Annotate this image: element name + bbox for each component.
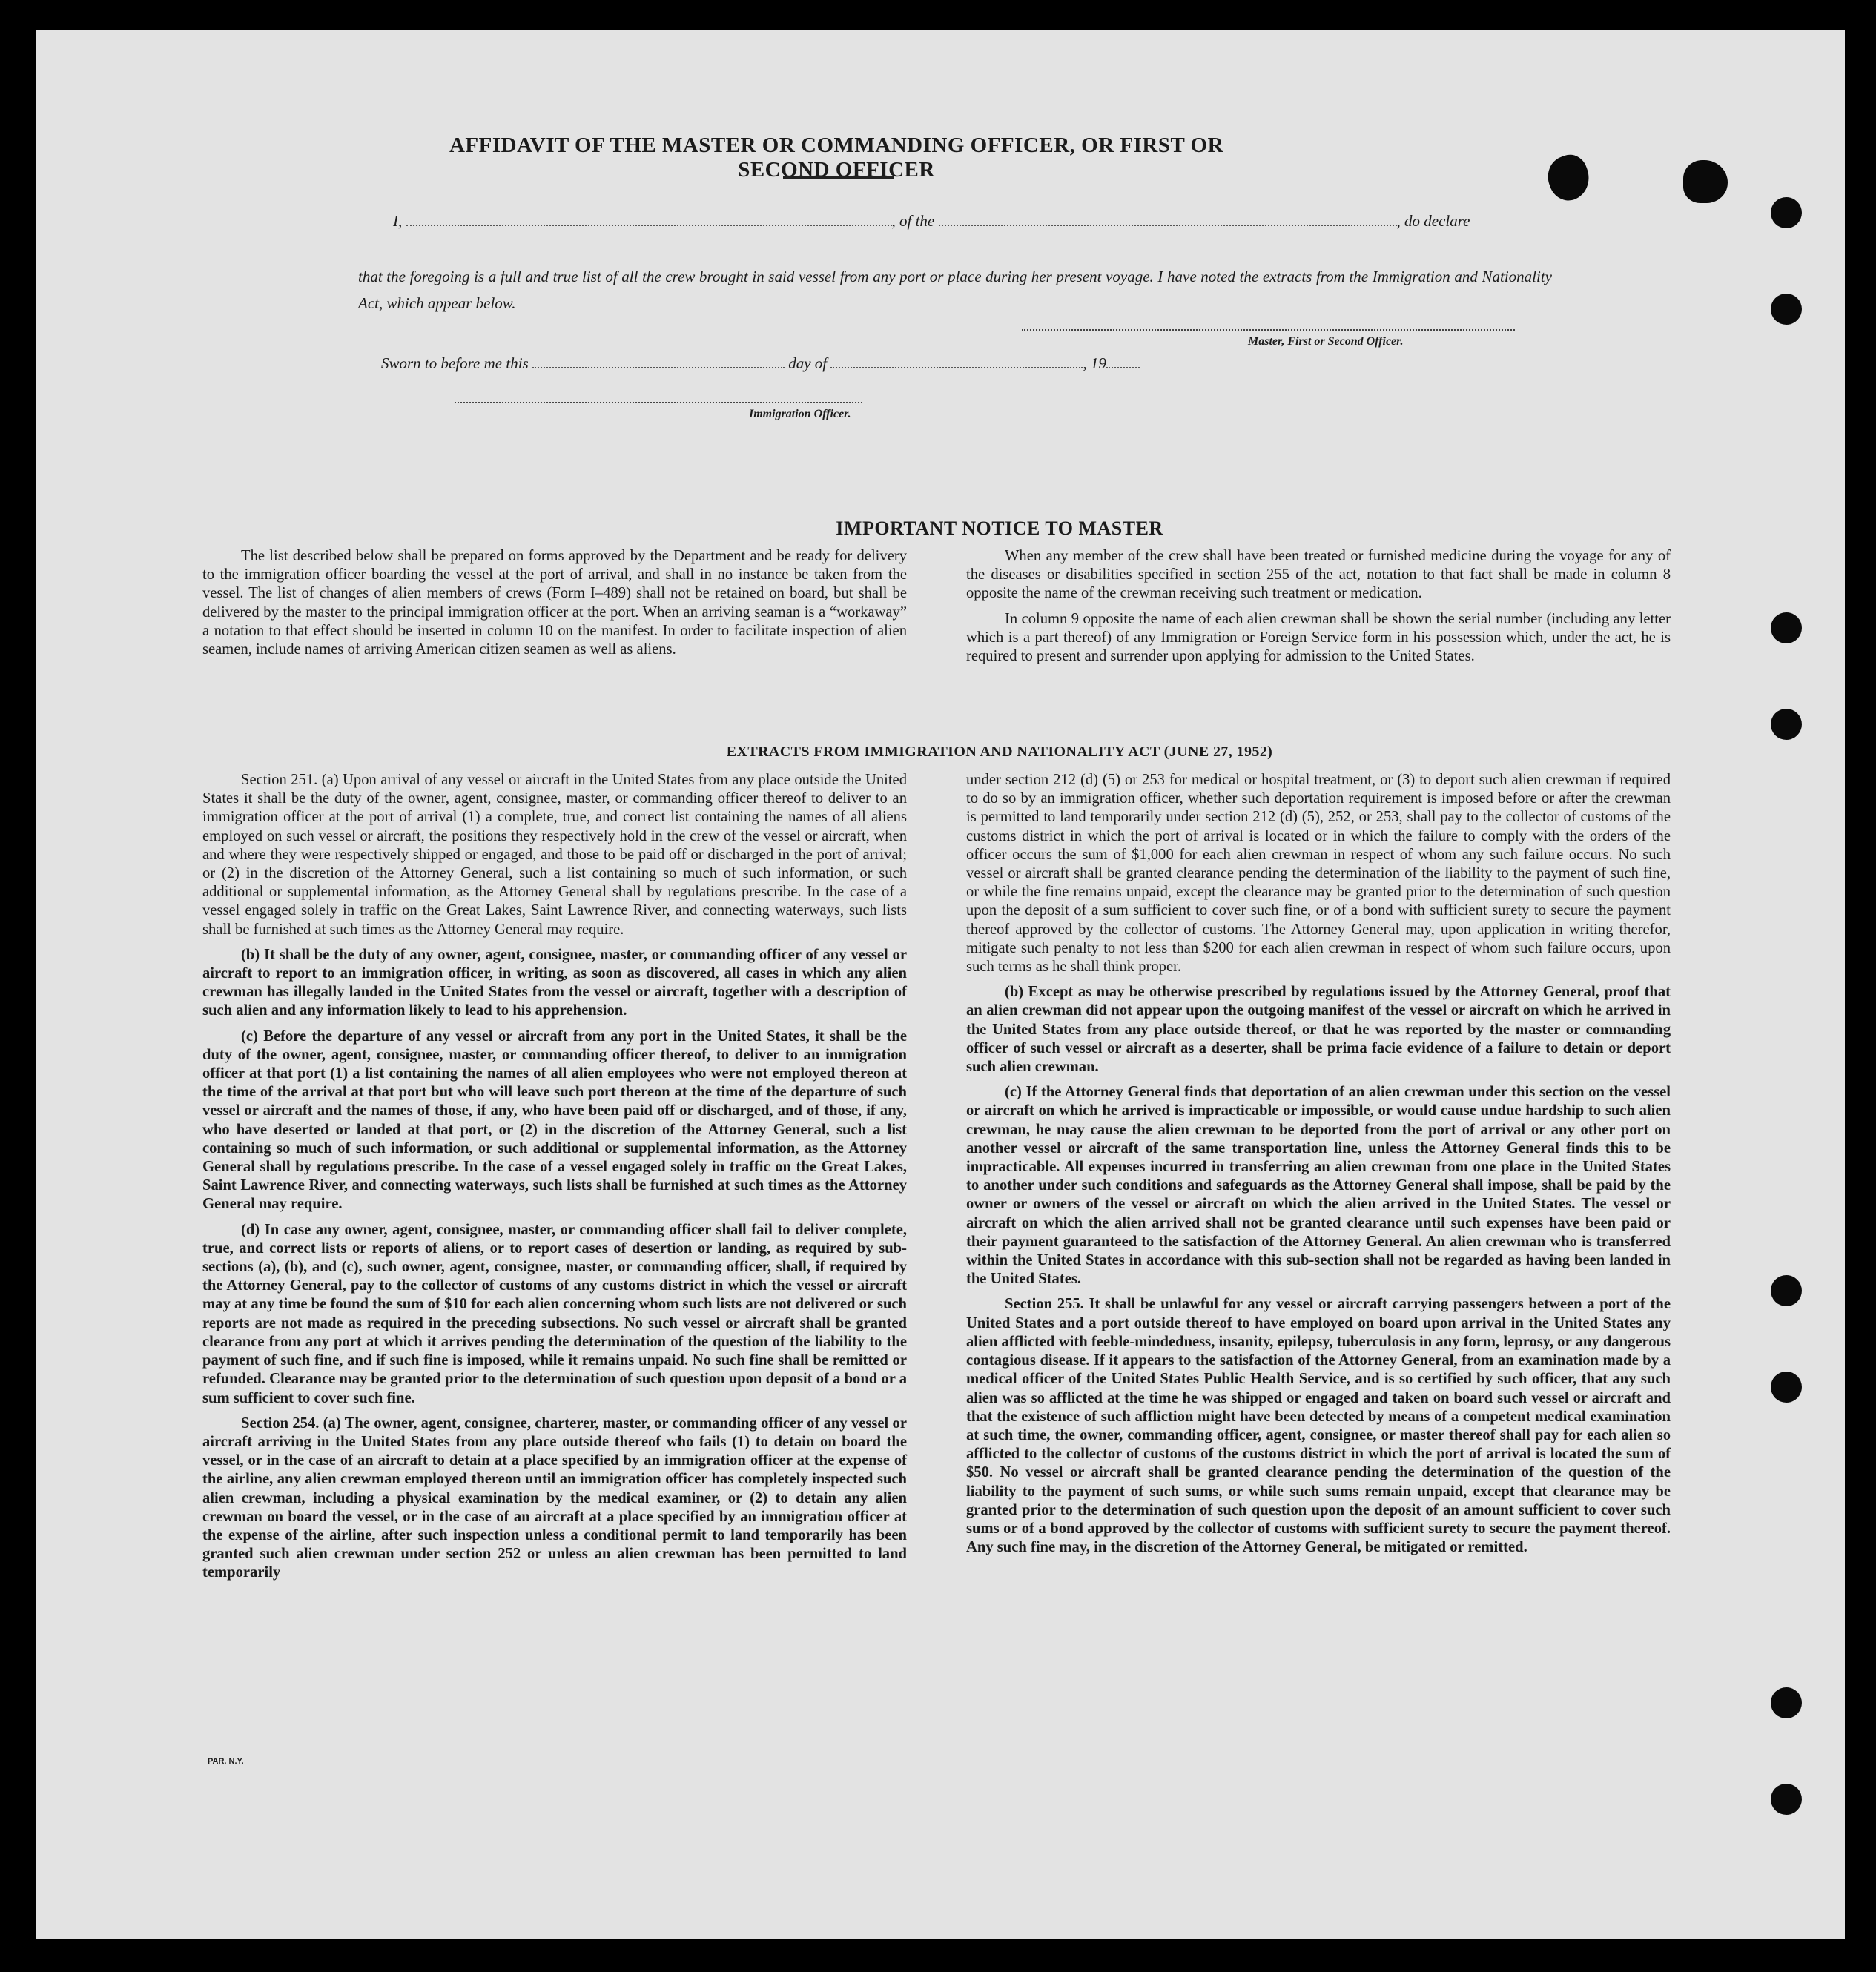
section-paragraph: (c) Before the departure of any vessel or aircraft from any port in the United States, it shall be the duty of the owner, agent, consignee, master, or commanding officer thereof, to deliver to an immigration officer at that port (1) a list containing the names of all alien employees who were not employed thereon at the time of the arrival at that port but who will leave such port thereon at the time of the departure of such vessel or aircraft and the names of those, if any, who have been paid off or discharged, and of those, if any, who have deserted or landed at that port, or (2) in the discretion of the Attorney General, such a list containing so much of such information, or such additional or supplemental information, as the Attorney General shall by regulations prescribe. In the case of a vessel engaged solely in traffic on the Great Lakes, Saint Lawrence River, and connecting waterways, such lists shall be furnished at such times as the Attorney General may require. <box>202 1028 907 1213</box>
master-signature-line <box>1022 329 1515 331</box>
notice-paragraph: The list described below shall be prepared on forms approved by the Department and be ready for delivery to the immigration officer boarding the vessel at the port of arrival, and shall in no instance be taken from the vessel. The list of changes of alien members of crews (Form I–489) shall not be retained on board, but shall be delivered by the master to the principal immigration officer at the port. When an arriving seaman is a “workaway” a notation to that effect should be inserted in column 10 on the manifest. In order to facilitate inspection of alien seamen, include names of arriving American citizen seamen as well as aliens. <box>202 548 907 658</box>
sworn-year-blank <box>1106 364 1140 368</box>
sworn-day-blank <box>532 364 785 368</box>
notice-right-column <box>966 547 1671 666</box>
section-paragraph: (d) In case any owner, agent, consignee, master, or commanding officer shall fail to deliver complete, true, and correct lists or reports of aliens, or to report cases of desertion or landing, as required by sub-sections (a), (b), and (c), such owner, agent, consignee, master, or commanding officer, shall, if required by the Attorney General, pay to the collector of customs of any customs district in which the vessel or aircraft may at any time be found the sum of $10 for each alien concerning whom such lists are not delivered or such reports are not made as required in the preceding subsections. No such vessel or aircraft shall be granted clearance from any port at which it arrives pending the determination of the question of the liability to the payment of such fine, and if such fine is imposed, while it remains unpaid. No such fine shall be remitted or refunded. Clearance may be granted prior to the determination of such question upon deposit of a bond or a sum sufficient to cover such fine. <box>202 1221 907 1406</box>
title-underline <box>783 176 894 179</box>
section-paragraph: Section 254. (a) The owner, agent, consignee, charterer, master, or commanding officer of any vessel or aircraft arriving in the United States from any place outside thereof who fails (1) to detain on board the vessel, or in the case of an aircraft to detain at a place specified by an immigration officer at the expense of the airline, any alien crewman employed thereon until an immigration officer has completely inspected such alien crewman, including a physical examination by the medical examiner, or (2) to detain any alien crewman on board the vessel, or in the case of an aircraft at a place specified by an immigration officer at the expense of the airline, after such inspection unless a conditional permit to land temporarily has been granted such alien crewman under section 252 or unless an alien crewman has been permitted to land temporarily <box>202 1415 907 1581</box>
punch-hole <box>1771 294 1802 325</box>
do-declare-label: , do declare <box>1396 212 1470 230</box>
sworn-label: Sworn to before me this <box>381 354 529 372</box>
sworn-month-blank <box>830 364 1083 368</box>
notice-title: IMPORTANT NOTICE TO MASTER <box>836 517 1163 539</box>
section-paragraph: Section 251. (a) Upon arrival of any vessel or aircraft in the United States from any place outside the United States it shall be the duty of the owner, agent, consignee, master, or commanding officer thereof to deliver to an immigration officer at the port of arrival (1) a complete, true, and correct list containing the names of all aliens employed on such vessel or aircraft, the positions they respectively hold in the crew of the vessel or aircraft, when and where they were respectively shipped or engaged, and those to be paid off or discharged in the port of arrival; or (2) in the discretion of the Attorney General, such a list containing so much of such information, or such additional or supplemental information, as the Attorney General shall by regulations prescribe. In the case of a vessel engaged solely in traffic on the Great Lakes, Saint Lawrence River, and connecting waterways, such lists shall be furnished at such times as the Attorney General may require. <box>202 772 907 938</box>
notice-paragraph: When any member of the crew shall have been treated or furnished medicine during the voyage for any of the diseases or disabilities specified in section 255 of the act, notation to that fact shall be made in column 8 opposite the name of the crewman receiving such treatment or medication. <box>966 548 1671 602</box>
document-page <box>36 30 1845 1939</box>
extracts-left-column <box>202 771 907 1583</box>
master-signature-label: Master, First or Second Officer. <box>1248 335 1404 348</box>
year-label: , 19 <box>1083 354 1106 372</box>
notice-left-column <box>202 547 907 659</box>
section-paragraph: (b) Except as may be otherwise prescribed by regulations issued by the Attorney General, proof that an alien crewman did not appear upon the outgoing manifest of the vessel or aircraft on which he arrived in the United States from any place outside thereof, or that he was reported by the master or commanding officer of such vessel or aircraft as a deserter, shall be prima facie evidence of a failure to detain or deport such alien crewman. <box>966 984 1671 1076</box>
name-blank <box>406 222 892 226</box>
extracts-right-column <box>966 771 1671 1557</box>
punch-hole <box>1771 197 1802 228</box>
punch-hole <box>1771 1372 1802 1403</box>
section-paragraph: (c) If the Attorney General finds that deportation of an alien crewman under this section on the vessel or aircraft on which he arrived is impracticable or impossible, or would cause undue hardship to such alien crewman, he may cause the alien crewman to be deported from the port of arrival or any other port on another vessel or aircraft of the same transportation line, unless the Attorney General finds this to be impracticable. All expenses incurred in transferring an alien crewman from one place in the United States to another under such conditions and safeguards as the Attorney General shall impose, shall be paid by the owner or owners of the vessel or aircraft on which the alien arrived in the United States. The vessel or aircraft on which the alien arrived shall not be granted clearance until such expenses have been paid or their payment guaranteed to the satisfaction of the Attorney General. An alien crewman who is transferred within the United States in accordance with this sub-section shall not be regarded as having been landed in the United States. <box>966 1084 1671 1288</box>
declaration-first-line <box>393 212 1470 231</box>
punch-hole <box>1771 1275 1802 1306</box>
i-label: I, <box>393 212 403 230</box>
punch-hole <box>1771 1784 1802 1815</box>
section-paragraph: (b) It shall be the duty of any owner, agent, consignee, master, or commanding officer of any vessel or aircraft to report to an immigration officer, in writing, as soon as discovered, all cases in which any alien crewman has illegally landed in the United States from the vessel or aircraft, together with a description of such alien and any information likely to lead to his apprehension. <box>202 946 907 1019</box>
punch-hole <box>1771 1687 1802 1718</box>
immigration-officer-label: Immigration Officer. <box>749 408 851 420</box>
ink-blot <box>1683 160 1728 203</box>
day-of-label: day of <box>788 354 828 372</box>
immigration-officer-signature-line <box>455 402 862 403</box>
punch-hole <box>1771 612 1802 643</box>
section-paragraph: under section 212 (d) (5) or 253 for medical or hospital treatment, or (3) to deport such alien crewman if required to do so by an immigration officer, whether such deportation requirement is imposed before or after the crewman is permitted to land temporarily under section 212 (d) (5), 252, or 253, shall pay to the collector of customs of the customs district in which the port of arrival is located or in which the failure to comply with the orders of the officer occurs the sum of $1,000 for each alien crewman in respect of whom any such failure occurs. No such vessel or aircraft shall be granted clearance pending the determination of the liability to the payment of such fine, or while the fine remains unpaid, except the clearance may be granted prior to the determination of such question upon the deposit of a sum sufficient to cover such fine, or of a bond with sufficient surety to secure the payment thereof approved by the collector of customs. The Attorney General may, upon application in writing therefor, mitigate such penalty to not less than $200 for each alien crewman in respect of whom such failure occurs, upon such terms as he shall think proper. <box>966 772 1671 976</box>
affidavit-title: AFFIDAVIT OF THE MASTER OR COMMANDING OFFICER, OR FIRST OR SECOND OFFICER <box>449 133 1224 182</box>
notice-paragraph: In column 9 opposite the name of each alien crewman shall be shown the serial number (including any letter which is a part thereof) of any Immigration or Foreign Service form in his possession which, under the act, he is required to present and surrender upon applying for admission to the United States. <box>966 610 1671 665</box>
sworn-line <box>381 354 1140 373</box>
section-paragraph: Section 255. It shall be unlawful for any vessel or aircraft carrying passengers between a port of the United States and a port outside thereof to have employed on board upon arrival in the United States any alien afflicted with feeble-mindedness, insanity, epilepsy, tuberculosis in any form, leprosy, or any dangerous contagious disease. If it appears to the satisfaction of the Attorney General, from an examination made by a medical officer of the United States Public Health Service, and is so certified by such officer, that any such alien was so afflicted at the time he was shipped or engaged and taken on board such vessel or aircraft and that the existence of such affliction might have been detected by means of a competent medical examination at such time, the owner, commanding officer, agent, consignee, or master thereof shall pay for each alien so afflicted to the collector of customs of the customs district in which the port of arrival is located the sum of $50. No vessel or aircraft shall be granted clearance pending the determination of the question of the liability to the payment of such sums, or while such sums remain unpaid, except that clearance may be granted prior to the determination of such question upon the deposit of an amount sufficient to cover such sums or of a bond approved by the collector of customs with sufficient surety to secure the payment thereof. Any such fine may, in the discretion of the Attorney General, be mitigated or remitted. <box>966 1296 1671 1556</box>
of-the-label: , of the <box>891 212 935 230</box>
ink-blot <box>1542 150 1595 205</box>
vessel-blank <box>939 222 1397 226</box>
punch-hole <box>1771 709 1802 740</box>
declaration-text: that the foregoing is a full and true list of all the crew brought in said vessel from any port or place during her present voyage. I have noted the extracts from the Immigration and Nationality Act, which appear below. <box>358 268 1552 312</box>
printer-mark: PAR. N.Y. <box>208 1757 244 1766</box>
extracts-title: EXTRACTS FROM IMMIGRATION AND NATIONALITY ACT (JUNE 27, 1952) <box>726 744 1273 760</box>
